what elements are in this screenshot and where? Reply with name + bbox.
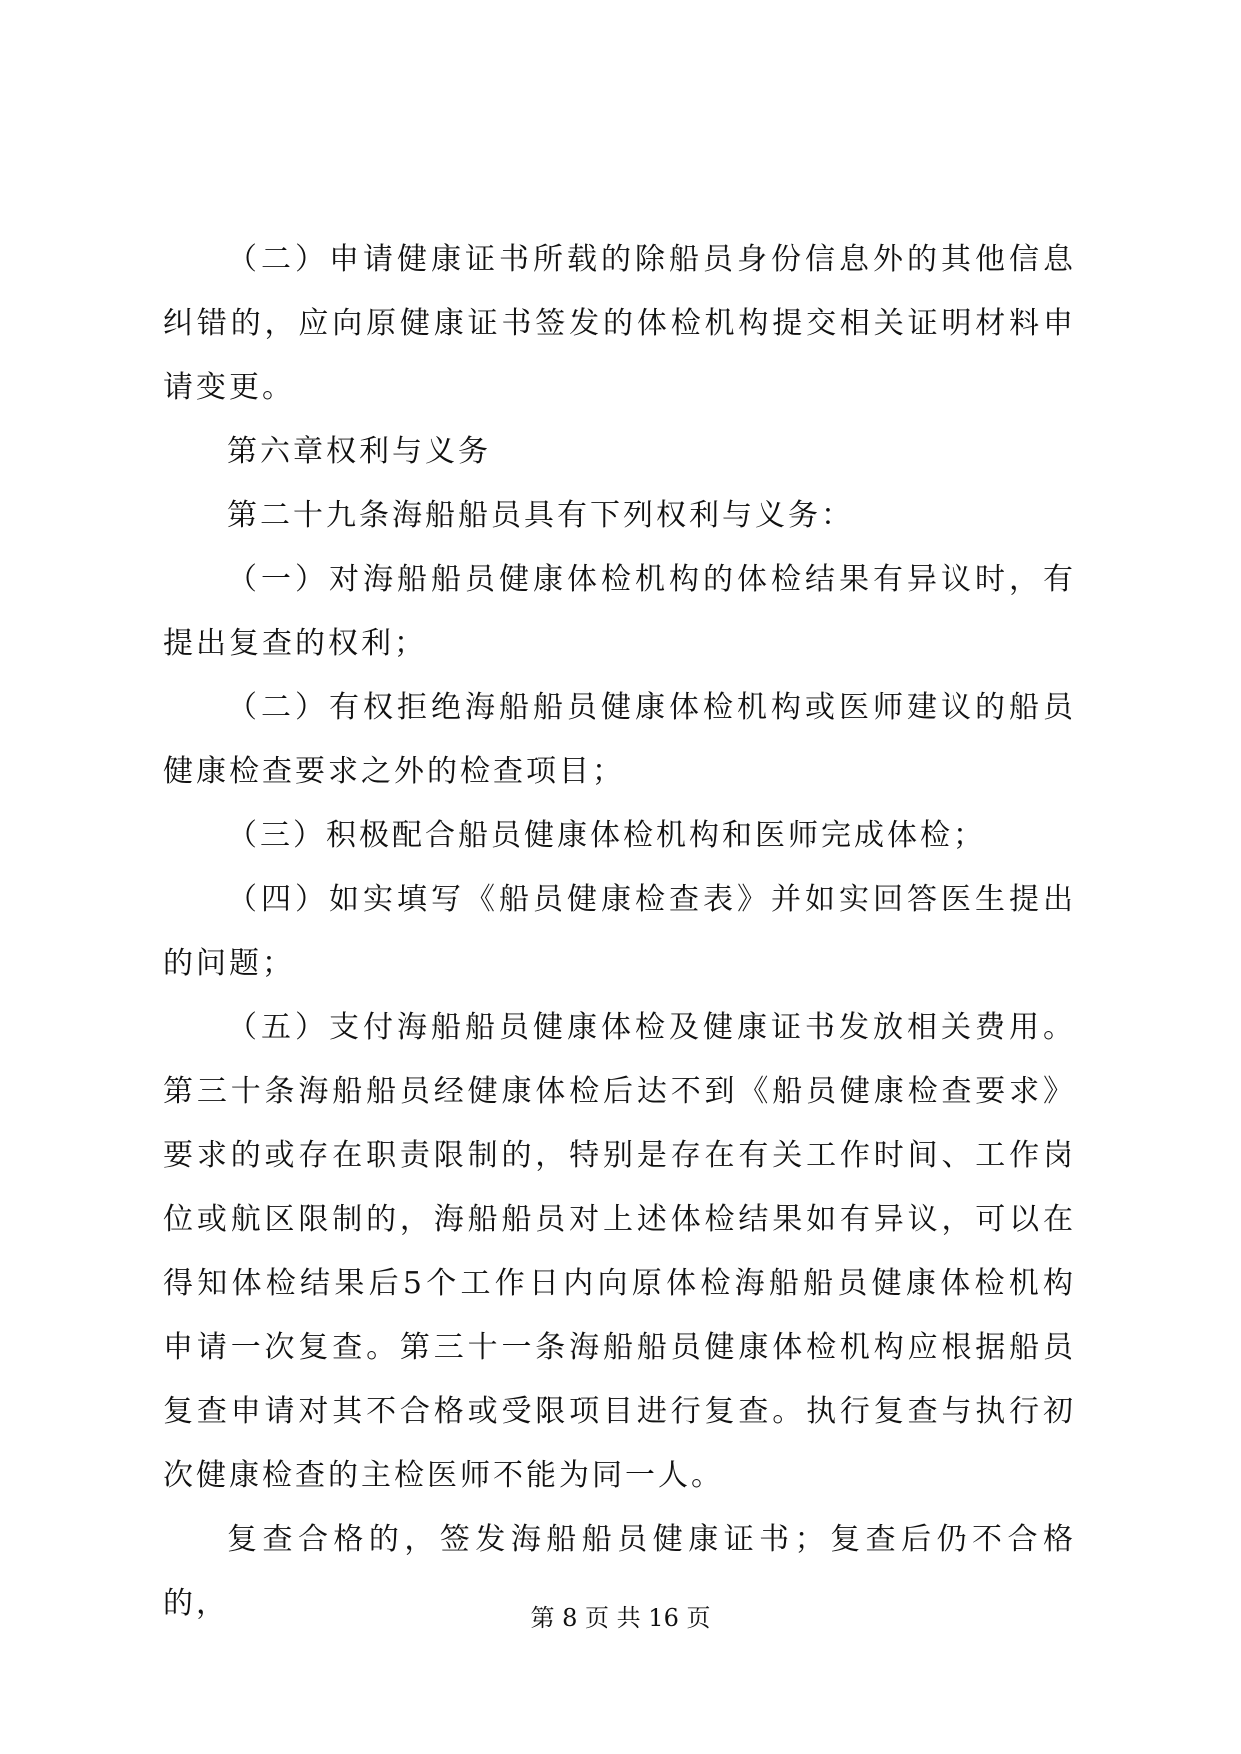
paragraph-recheck-result: 复查合格的，签发海船船员健康证书；复查后仍不合格的， [163, 1522, 1076, 1621]
paragraph-item-1: （一）对海船船员健康体检机构的体检结果有异议时，有提出复查的权利； [163, 562, 1076, 661]
paragraph-item-4: （四）如实填写《船员健康检查表》并如实回答医生提出的问题； [163, 882, 1076, 981]
document-body [163, 228, 1076, 1636]
chapter-heading: 第六章权利与义务 [227, 434, 491, 469]
paragraph-correction-clause: （二）申请健康证书所载的除船员身份信息外的其他信息纠错的，应向原健康证书签发的体检机构提交相关证明材料申请变更。 [163, 242, 1076, 405]
page-footer: 第 8 页 共 16 页 [530, 1604, 711, 1632]
paragraph-item-5-and-articles: （五）支付海船船员健康体检及健康证书发放相关费用。第三十条海船船员经健康体检后达不到《船员健康检查要求》要求的或存在职责限制的，特别是存在有关工作时间、工作岗位或航区限制的，海船船员对上述体检结果如有异议，可以在得知体检结果后5个工作日内向原体检海船船员健康体检机构申请一次复查。第三十一条海船船员健康体检机构应根据船员复查申请对其不合格或受限项目进行复查。执行复查与执行初次健康检查的主检医师不能为同一人。 [163, 1010, 1076, 1493]
paragraph-item-2: （二）有权拒绝海船船员健康体检机构或医师建议的船员健康检查要求之外的检查项目； [163, 690, 1076, 789]
paragraph-item-3: （三）积极配合船员健康体检机构和医师完成体检； [227, 818, 986, 853]
article-29-heading: 第二十九条海船船员具有下列权利与义务： [227, 498, 854, 533]
